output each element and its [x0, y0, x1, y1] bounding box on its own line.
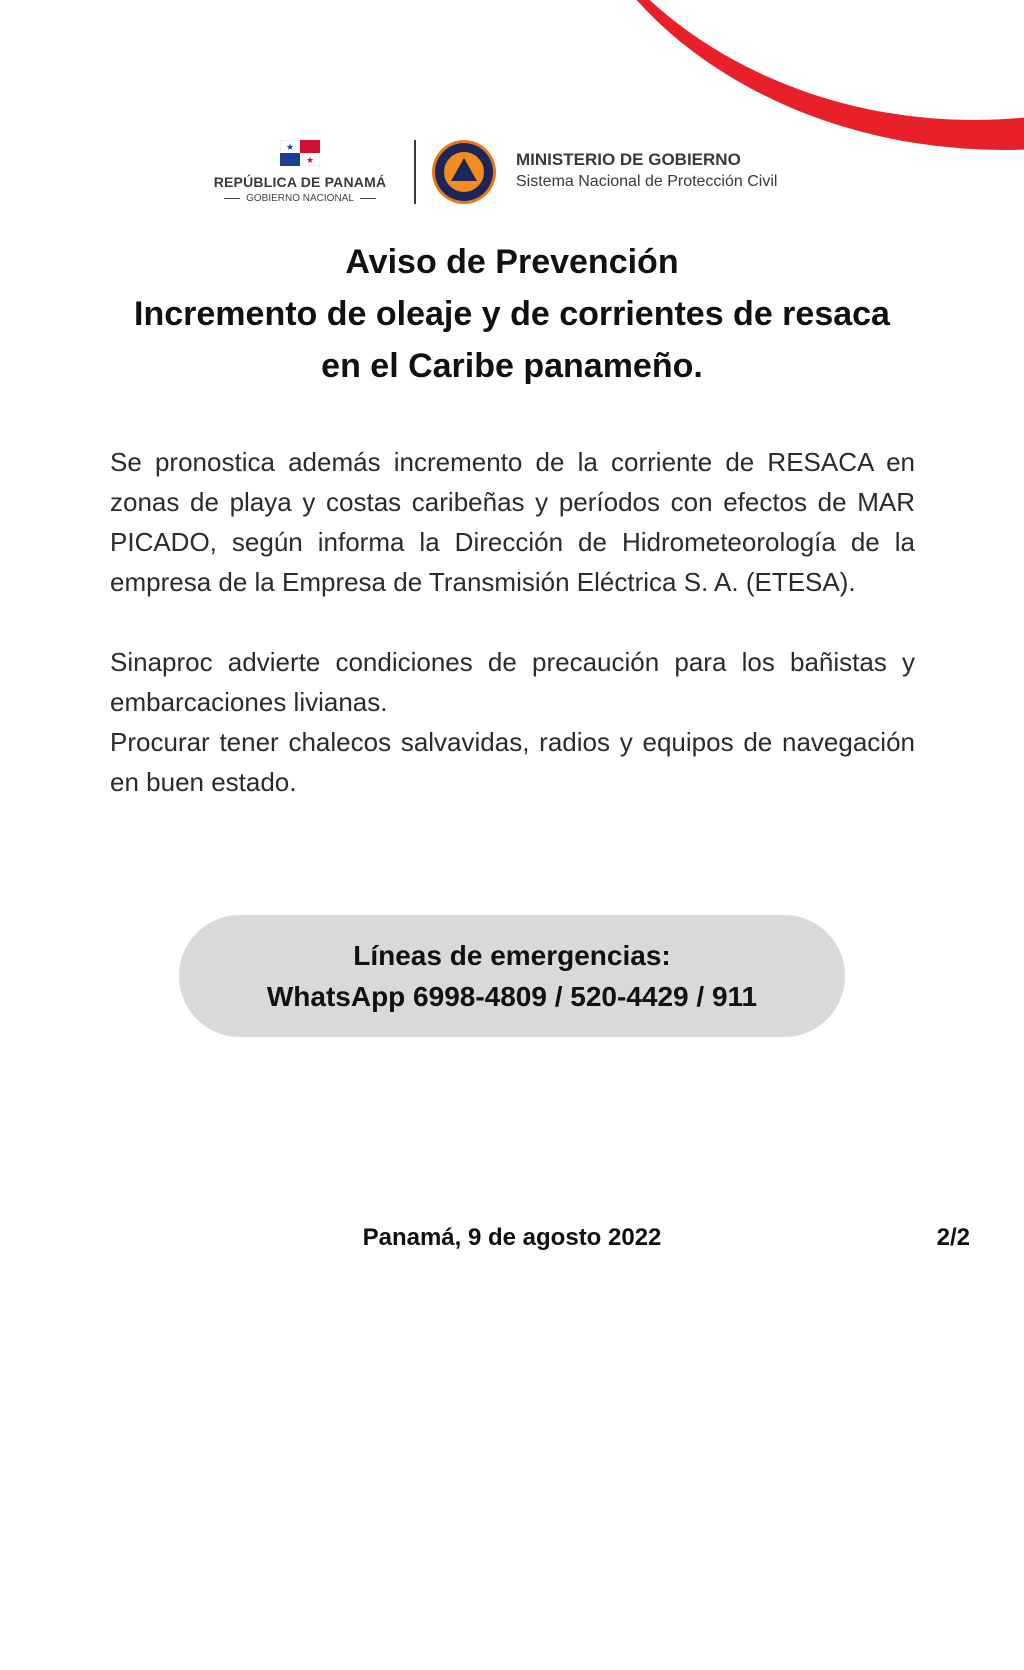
ministry-block	[516, 150, 777, 191]
republic-logo	[200, 140, 400, 204]
footer-date: Panamá, 9 de agosto 2022	[362, 1224, 662, 1251]
republic-name: REPÚBLICA DE PANAMÁ	[213, 174, 387, 190]
announcement-body	[110, 442, 915, 802]
page-indicator: 2/2	[936, 1224, 970, 1251]
ministry-title: MINISTERIO DE GOBIERNO	[516, 150, 741, 169]
svg-text:★: ★	[305, 156, 315, 166]
emergency-label: Líneas de emergencias:	[353, 940, 671, 971]
ministry-subtitle: Sistema Nacional de Protección Civil	[516, 173, 778, 190]
title-line-1: Aviso de Prevención	[345, 243, 679, 281]
header-logos	[0, 138, 1024, 208]
svg-text:★: ★	[285, 143, 295, 153]
emergency-numbers: WhatsApp 6998-4809 / 520-4429 / 911	[266, 981, 758, 1012]
title-line-2: Incremento de oleaje y de corrientes de resaca	[134, 295, 890, 333]
republic-subtitle: GOBIERNO NACIONAL	[200, 193, 400, 204]
header-divider	[414, 140, 416, 204]
body-paragraph-forecast: Se pronostica además incremento de la corriente de RESACA en zonas de playa y costas caribeñas y períodos con efectos de MAR PICADO, según informa la Dirección de Hidrometeorología de la empresa de la Empresa de Transmisión Eléctrica S. A. (ETESA).	[110, 447, 915, 597]
title-line-3: en el Caribe panameño.	[321, 347, 703, 385]
page-title	[0, 236, 1024, 392]
proteccion-civil-seal-icon	[431, 139, 497, 205]
body-paragraph-advice: Procurar tener chalecos salvavidas, radios y equipos de navegación en buen estado.	[110, 727, 915, 797]
emergency-lines-box	[179, 915, 845, 1037]
body-paragraph-warning: Sinaproc advierte condiciones de precaución para los bañistas y embarcaciones livianas.	[110, 647, 915, 717]
panama-flag-icon	[280, 140, 320, 166]
